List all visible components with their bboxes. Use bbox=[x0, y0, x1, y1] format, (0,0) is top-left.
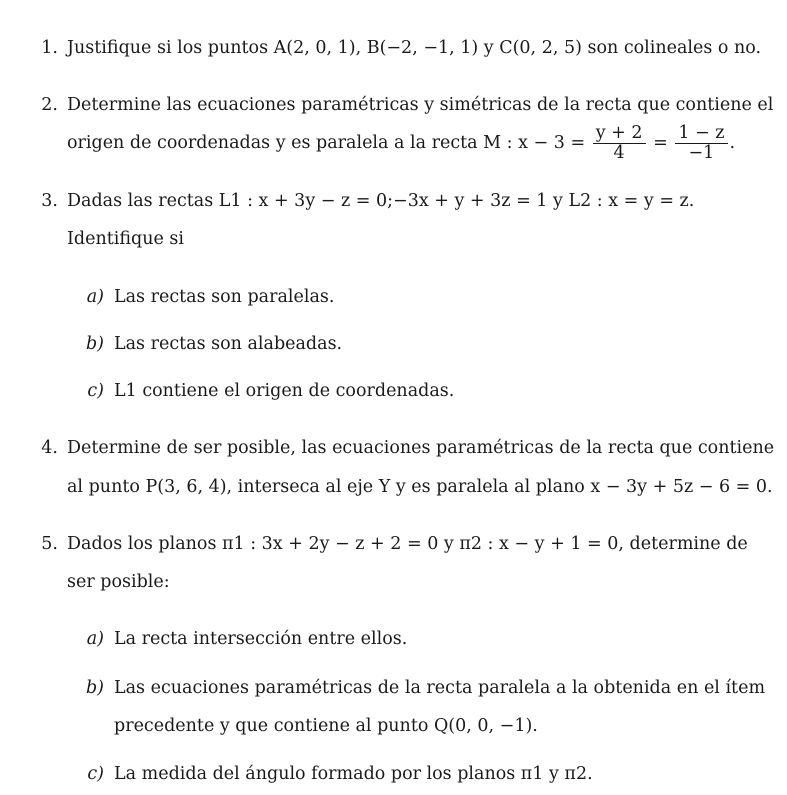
item-2-line-2-text: origen de coordenadas y es paralela a la recta M : x − 3 = bbox=[67, 133, 586, 153]
fraction-z-numerator: 1 − z bbox=[675, 124, 727, 144]
subitem-text: Las rectas son alabeadas. bbox=[114, 334, 343, 354]
fraction-y-denominator: 4 bbox=[613, 143, 625, 163]
subitem-text: La medida del ángulo formado por los planos π1 y π2. bbox=[114, 764, 593, 784]
subitem-label: a) bbox=[86, 629, 104, 649]
fraction-z-denominator: −1 bbox=[688, 143, 715, 163]
subitem-text: L1 contiene el origen de coordenadas. bbox=[114, 381, 455, 401]
item-1-line-1: Justifique si los puntos A(2, 0, 1), B(−2, −1, 1) y C(0, 2, 5) son colineales o no. bbox=[67, 38, 762, 58]
item-2-line-2 bbox=[67, 121, 735, 165]
fraction-z bbox=[675, 124, 727, 163]
item-5-line-1: Dados los planos π1 : 3x + 2y − z + 2 = 0 y π2 : x − y + 1 = 0, determine de bbox=[67, 534, 748, 554]
item-number: 2. bbox=[41, 95, 58, 115]
period: . bbox=[729, 133, 736, 153]
subitem-label: b) bbox=[85, 334, 104, 354]
item-number: 3. bbox=[41, 191, 58, 211]
item-2-line-1: Determine las ecuaciones paramétricas y simétricas de la recta que contiene el bbox=[67, 95, 774, 115]
subitem-label: a) bbox=[86, 287, 104, 307]
fraction-y-numerator: y + 2 bbox=[593, 124, 646, 144]
item-number: 1. bbox=[41, 38, 58, 58]
item-4-line-1: Determine de ser posible, las ecuaciones paramétricas de la recta que contiene bbox=[67, 438, 775, 458]
item-number: 4. bbox=[41, 438, 58, 458]
item-3-line-2: Identifique si bbox=[67, 229, 185, 249]
subitem-text: La recta intersección entre ellos. bbox=[114, 629, 408, 649]
subitem-text: Las rectas son paralelas. bbox=[114, 287, 335, 307]
item-number: 5. bbox=[41, 534, 58, 554]
item-4-line-2: al punto P(3, 6, 4), interseca al eje Y y es paralela al plano x − 3y + 5z − 6 = 0. bbox=[67, 477, 773, 497]
fraction-y bbox=[593, 124, 646, 163]
subitem-label: c) bbox=[87, 381, 104, 401]
subitem-label: c) bbox=[87, 764, 104, 784]
equals-sign: = bbox=[653, 133, 668, 153]
subitem-text: precedente y que contiene al punto Q(0, 0, −1). bbox=[114, 716, 538, 736]
item-5-line-2: ser posible: bbox=[67, 572, 170, 592]
subitem-label: b) bbox=[85, 678, 104, 698]
subitem-text: Las ecuaciones paramétricas de la recta paralela a la obtenida en el ítem bbox=[114, 678, 766, 698]
item-3-line-1: Dadas las rectas L1 : x + 3y − z = 0;−3x + y + 3z = 1 y L2 : x = y = z. bbox=[67, 191, 695, 211]
